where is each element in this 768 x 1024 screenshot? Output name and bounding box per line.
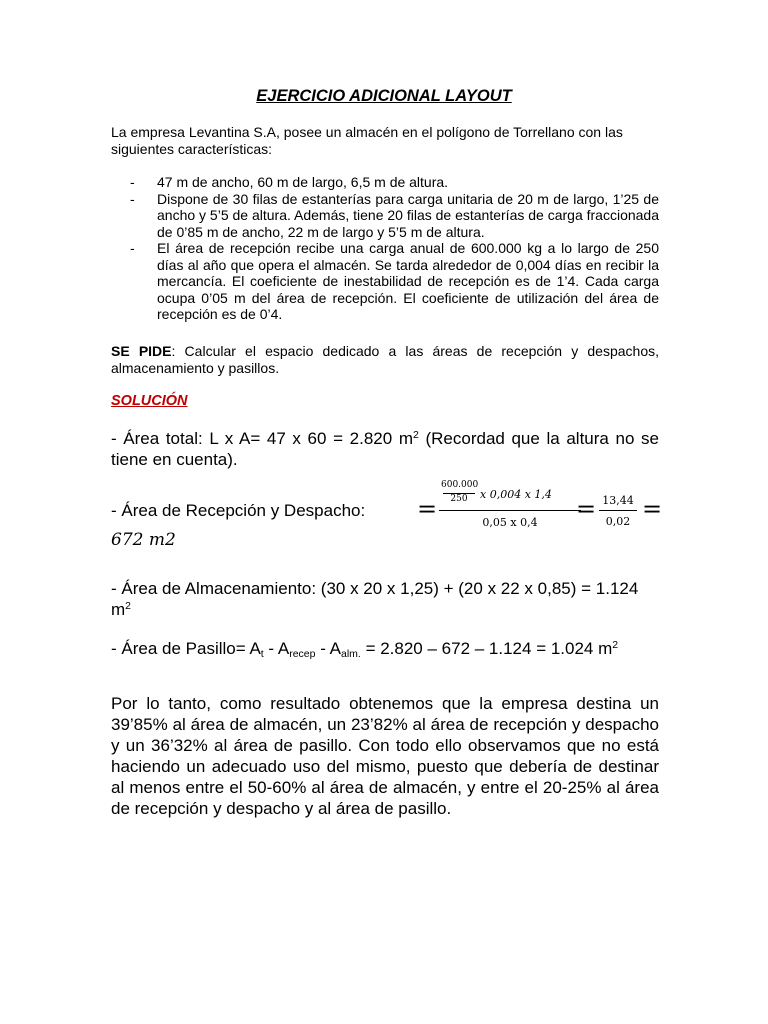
area-pasillo-sup: 2 (612, 639, 619, 651)
se-pide-text: : Calcular el espacio dedicado a las áreas de recepción y despachos, almacenamiento y pasillos. (111, 343, 659, 376)
area-almacenamiento-sup: 2 (125, 600, 132, 612)
simplified-fraction-bar (599, 510, 637, 511)
area-pasillo-part: - Área de Pasillo= A (111, 639, 261, 658)
bullet-dash: - (130, 240, 135, 256)
se-pide-paragraph (111, 343, 659, 376)
area-pasillo-sub: alm. (341, 648, 361, 660)
document-title: EJERCICIO ADICIONAL LAYOUT (256, 87, 512, 105)
equals-sign: = (576, 495, 597, 523)
simplified-denominator: 0,02 (605, 515, 631, 528)
equals-sign: = (642, 495, 663, 523)
numerator-rest: x 0,004 x 1,4 (480, 488, 552, 501)
area-almacenamiento-text: - Área de Almacenamiento: (30 x 20 x 1,25) + (20 x 22 x 0,85) = 1.124 m (111, 579, 639, 619)
area-pasillo-sub: t (260, 648, 264, 660)
list-item-text: El área de recepción recibe una carga anual de 600.000 kg a lo largo de 250 días al año que opera el almacén. Se tarda alrededor de 0,004 días en recibir la mercancía. El coeficiente de inestabilidad de recepción es de 1’4. Cada carga ocupa 0’05 m del área de recepción. El coeficiente de utilización del área de recepción es de 0’4. (157, 240, 659, 322)
list-item-text: Dispone de 30 filas de estanterías para carga unitaria de 20 m de largo, 1’25 de ancho y 5’5 de altura. Además, tiene 20 filas de estanterías de carga fraccionada de 0’85 m de ancho, 22 m de largo y 5’5 m de altura. (157, 190, 659, 240)
area-recepcion-result: 672 m2 (111, 530, 176, 550)
fraction-simplified (597, 494, 639, 540)
list-item (111, 174, 659, 191)
area-pasillo-part: = 2.820 – 672 – 1.124 = 1.024 m (360, 639, 613, 658)
list-item (111, 240, 659, 323)
area-total-sup: 2 (413, 429, 419, 441)
solucion-heading: SOLUCIÓN (111, 393, 188, 409)
simplified-numerator: 13,44 (602, 494, 634, 507)
area-almacenamiento-line (111, 578, 659, 620)
area-total-line (111, 428, 659, 470)
intro-paragraph: La empresa Levantina S.A, posee un almacén en el polígono de Torrellano con las siguientes características: (111, 124, 623, 157)
bullet-dash: - (130, 174, 135, 190)
main-fraction-bar (439, 510, 581, 511)
bullet-dash: - (130, 190, 135, 207)
area-pasillo-line (111, 638, 671, 659)
se-pide-label: SE PIDE (111, 343, 172, 359)
area-pasillo-sub: recep (289, 648, 316, 660)
fraction-main (439, 480, 584, 540)
area-recepcion-label: - Área de Recepción y Despacho: (111, 501, 366, 520)
list-item-text: 47 m de ancho, 60 m de largo, 6,5 m de altura. (157, 174, 449, 190)
area-recepcion-equation (111, 480, 671, 560)
characteristics-list (111, 174, 659, 323)
inner-denominator: 250 (450, 494, 468, 504)
area-total-rest: (Recordad que la altura no se tiene en cuenta). (111, 429, 659, 469)
conclusion-paragraph: Por lo tanto, como resultado obtenemos que la empresa destina un 39’85% al área de almacén, un 23’82% al área de recepción y despacho y un 36’32% al área de pasillo. Con todo ello observamos que no está haciendo un adecuado uso del mismo, puesto que debería de destinar al menos entre el 50-60% al área de almacén, y entre el 20-25% al área de recepción y despacho y al área de pasillo. (111, 694, 659, 818)
area-pasillo-part: - A (315, 639, 341, 658)
equals-sign: = (417, 495, 438, 523)
main-denominator: 0,05 x 0,4 (482, 516, 538, 529)
area-pasillo-part: - A (263, 639, 290, 658)
area-total-text: - Área total: L x A= 47 x 60 = 2.820 m (111, 429, 413, 448)
list-item (111, 191, 659, 241)
inner-numerator: 600.000 (441, 480, 479, 490)
